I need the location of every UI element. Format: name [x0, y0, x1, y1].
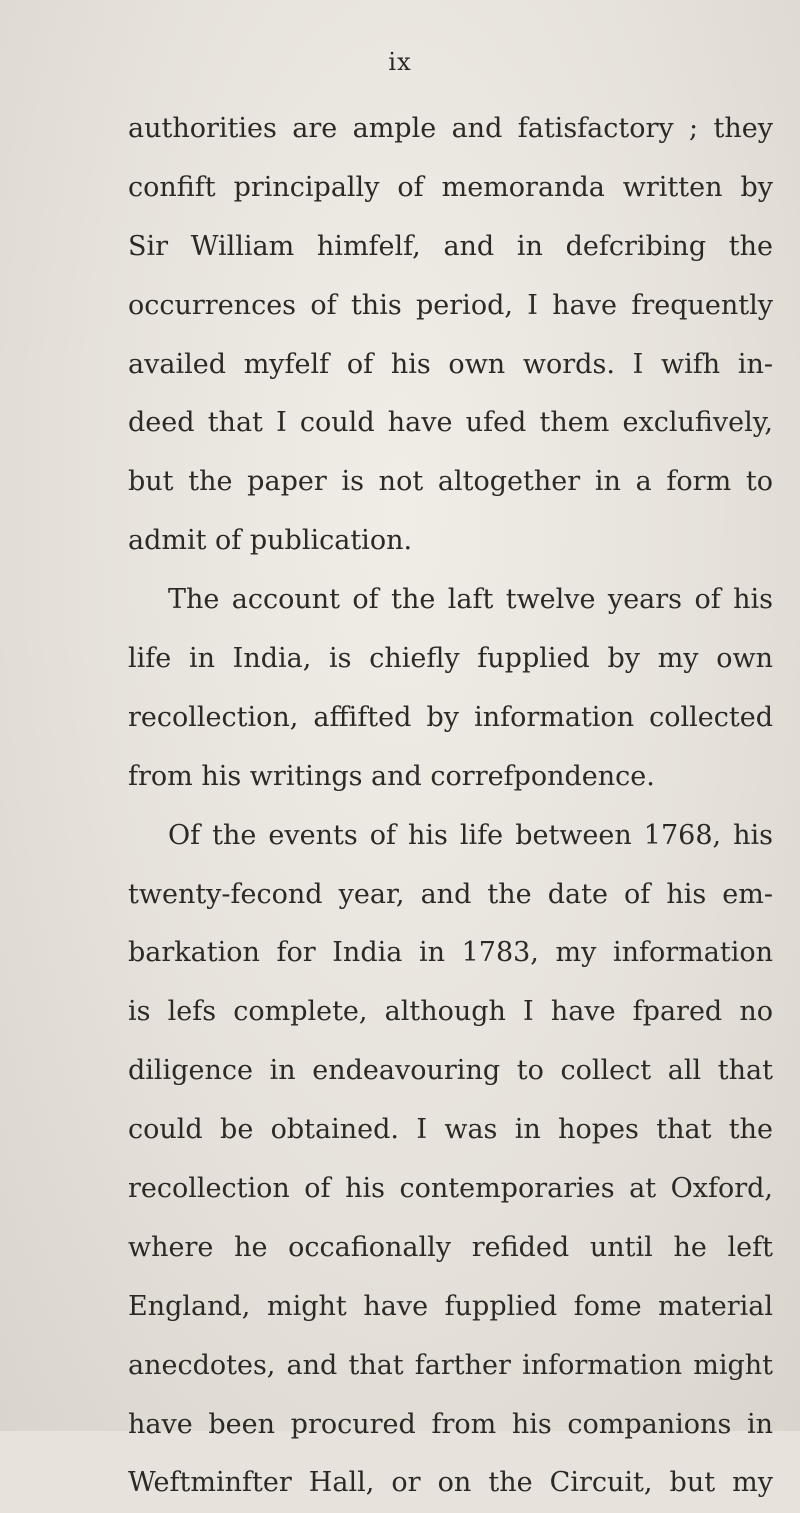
text-line: recollection, affifted by information collected	[128, 701, 773, 733]
text-line: but the paper is not altogether in a form to	[128, 466, 773, 498]
text-line: diligence in endeavouring to collect all that	[128, 1055, 773, 1087]
text-line: where he occafionally refided until he left	[128, 1231, 773, 1263]
text-line: Of the events of his life between 1768, his	[168, 819, 773, 851]
text-line: Weftminfter Hall, or on the Circuit, but my	[128, 1467, 773, 1499]
text-line: twenty-fecond year, and the date of his em-	[128, 878, 773, 910]
text-line: England, might have fupplied fome material	[128, 1290, 773, 1322]
text-line: Sir William himfelf, and in defcribing the	[128, 230, 773, 262]
text-line: is lefs complete, although I have fpared no	[128, 996, 773, 1028]
text-line: The account of the laft twelve years of his	[168, 584, 773, 616]
page-number: ix	[388, 48, 412, 76]
text-line: admit of publication.	[128, 525, 413, 557]
text-line: authorities are ample and fatisfactory ; they	[128, 113, 773, 144]
text-line: deed that I could have ufed them exclufively,	[128, 407, 773, 439]
text-line: could be obtained. I was in hopes that the	[128, 1114, 773, 1146]
text-line: life in India, is chiefly fupplied by my own	[128, 643, 773, 675]
text-line: confift principally of memoranda written by	[128, 171, 773, 203]
text-line: recollection of his contemporaries at Oxford,	[128, 1173, 773, 1205]
text-line: availed myfelf of his own words. I wifh in-	[128, 348, 773, 380]
text-line: anecdotes, and that farther information might	[128, 1349, 773, 1381]
body-text	[128, 100, 773, 1513]
text-line: from his writings and correfpondence.	[128, 760, 655, 792]
text-line: have been procured from his companions in	[128, 1408, 773, 1440]
text-line: barkation for India in 1783, my information	[128, 937, 773, 969]
text-line: occurrences of this period, I have frequently	[128, 289, 773, 321]
